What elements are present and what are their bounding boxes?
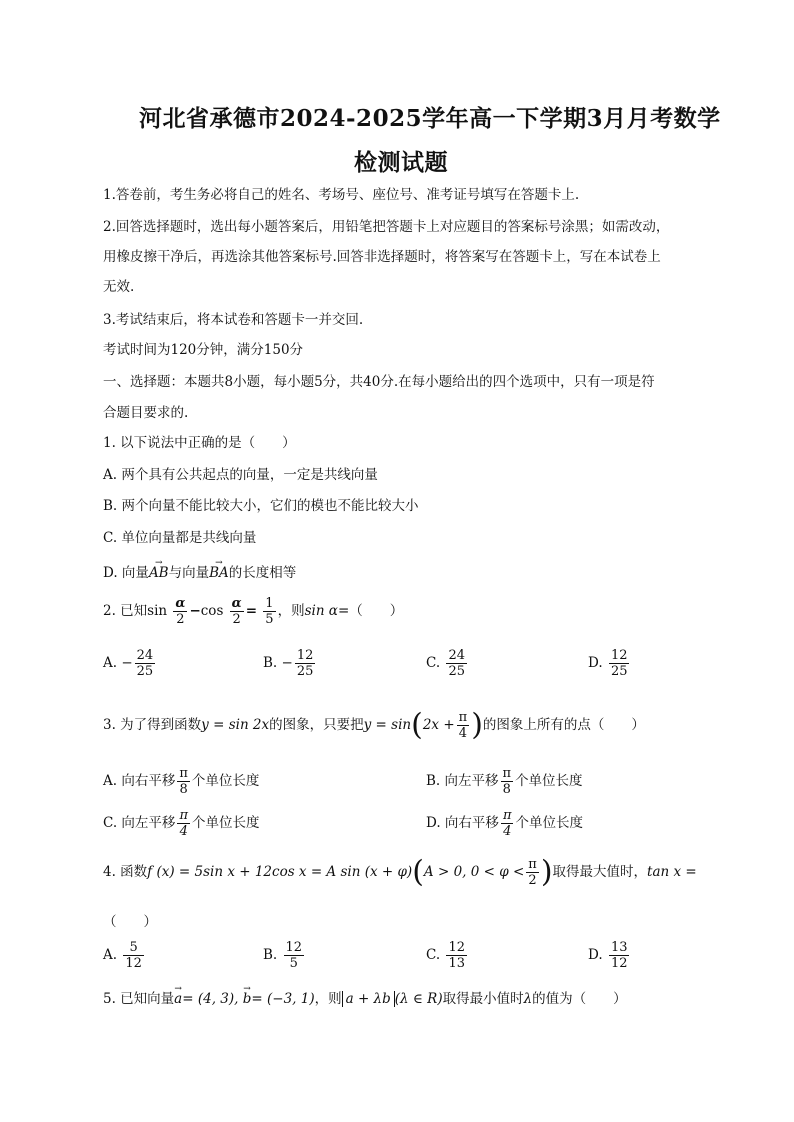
question-1-stem: 1. 以下说法中正确的是（ ） <box>103 435 296 451</box>
instruction-2-end: 无效. <box>103 279 135 295</box>
section-heading: 一、选择题：本题共8小题，每小题5分，共40分.在每小题给出的四个选项中，只有一项是符 <box>103 374 655 390</box>
question-2-option-b: B. − $\frac{12}{25}$ <box>263 648 314 679</box>
title-line-2: 检测试题 <box>354 149 448 176</box>
vector-a: → a <box>174 990 182 1008</box>
instruction-2-cont: 用橡皮擦干净后，再选涂其他答案标号.回答非选择题时，将答案写在答题卡上，写在本试卷上 <box>103 249 661 265</box>
question-3-option-b: B. 向左平移 $\frac{\pi}{8}$ 个单位长度 <box>426 766 583 797</box>
vector-ba: → BA <box>209 564 229 582</box>
vector-ab: → AB <box>149 564 169 582</box>
question-5-stem: 5. 已知向量→ a= (4, 3), → b= (−3, 1)，则 a + λb (λ ∈ R)取得最小值时λ的值为（ ） <box>103 990 627 1008</box>
question-1-option-b: B. 两个向量不能比较大小，它们的模也不能比较大小 <box>103 498 419 514</box>
question-3-option-d: D. 向右平移 $\frac{\pi}{4}$ 个单位长度 <box>426 808 583 839</box>
question-3-option-c: C. 向左平移 $\frac{\pi}{4}$ 个单位长度 <box>103 808 260 839</box>
question-4-option-d: D. $\frac{13}{12}$ <box>588 940 628 971</box>
question-1-option-d: D. 向量→ AB与向量→ BA的长度相等 <box>103 564 296 582</box>
question-4-option-c: C. $\frac{12}{13}$ <box>426 940 465 971</box>
question-2-option-c: C. $\frac{24}{25}$ <box>426 648 465 679</box>
instruction-3: 3.考试结束后，将本试卷和答题卡一并交回. <box>103 312 364 328</box>
question-4-option-a: A. $\frac{5}{12}$ <box>103 940 142 971</box>
question-2-option-d: D. $\frac{12}{25}$ <box>588 648 628 679</box>
question-3-option-a: A. 向右平移 $\frac{\pi}{8}$ 个单位长度 <box>103 766 260 797</box>
vector-b: → b <box>243 990 252 1008</box>
question-2-stem: 2. 已知sin $\frac{\alpha}{2}$ −cos $\frac{\alpha}{2}$ = $\frac{1}{5}$ ，则sin α=（ ） <box>103 596 404 627</box>
title-line-1: 河北省承德市2024-2025学年高一下学期3月月考数学 <box>139 105 721 132</box>
question-1-option-c: C. 单位向量都是共线向量 <box>103 530 257 546</box>
question-4-option-b: B. $\frac{12}{5}$ <box>263 940 303 971</box>
question-3-stem: 3. 为了得到函数y = sin 2x的图象，只要把y = sin(2x + $\frac{\pi}{4}$ )的图象上所有的点（ ） <box>103 707 645 743</box>
instruction-2: 2.回答选择题时，选出每小题答案后，用铅笔把答题卡上对应题目的答案标号涂黑；如需改动， <box>103 219 670 235</box>
exam-time: 考试时间为120分钟，满分150分 <box>103 342 304 358</box>
question-2-option-a: A. − $\frac{24}{25}$ <box>103 648 154 679</box>
question-4-paren: （ ） <box>103 914 157 930</box>
section-heading-cont: 合题目要求的. <box>103 405 189 421</box>
question-1-option-a: A. 两个具有公共起点的向量，一定是共线向量 <box>103 467 378 483</box>
instruction-1: 1.答卷前，考生务必将自己的姓名、考场号、座位号、准考证号填写在答题卡上. <box>103 187 580 203</box>
question-4-stem: 4. 函数f (x) = 5sin x + 12cos x = A sin (x + φ)(A > 0, 0 < φ < $\frac{\pi}{2}$ )取得最大值时，tan x = <box>103 854 697 890</box>
